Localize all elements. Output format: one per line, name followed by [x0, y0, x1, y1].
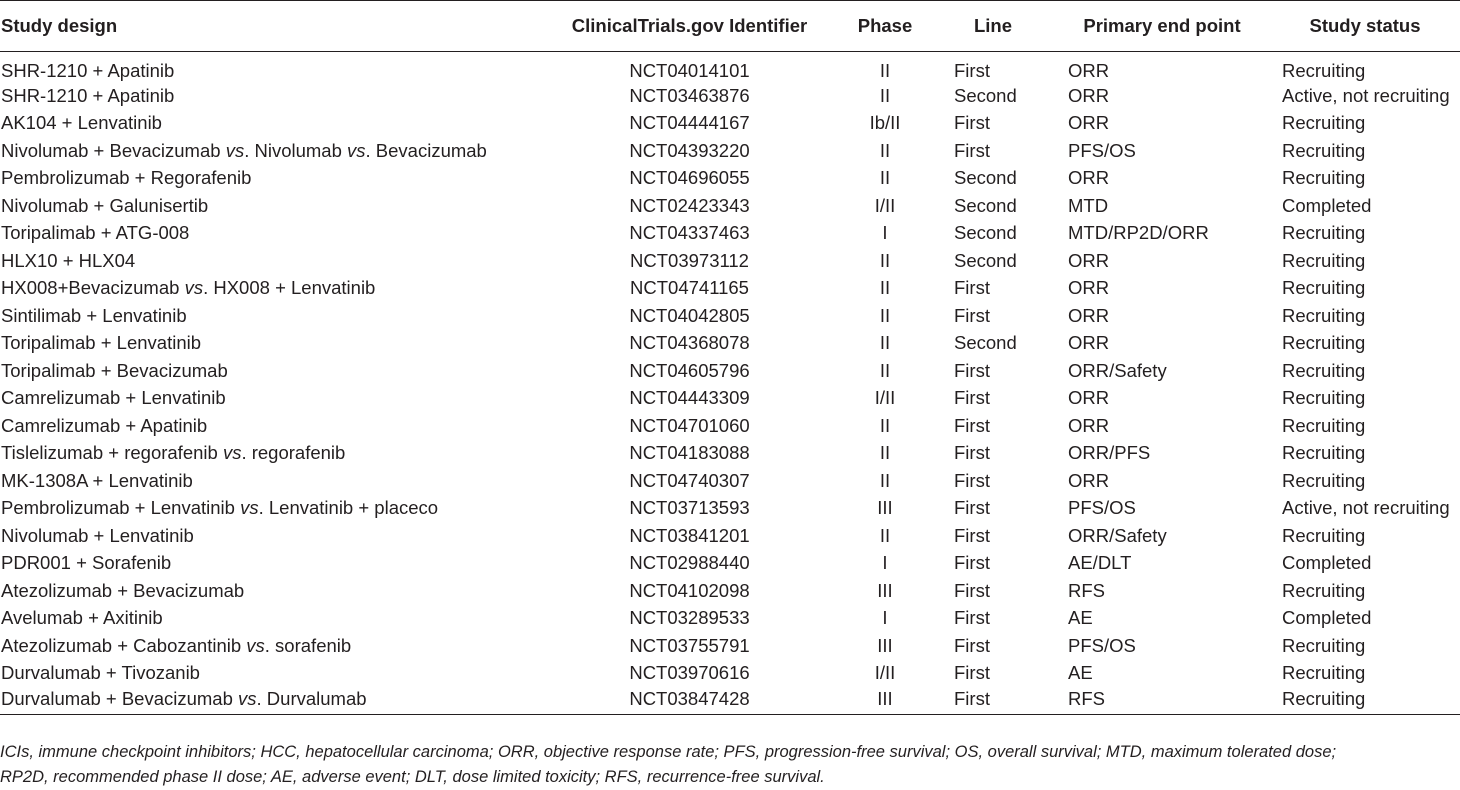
cell-line: First — [954, 469, 990, 491]
cell-primary-end-point: ORR — [1068, 332, 1110, 354]
header-row — [0, 1, 1460, 52]
header-phase: Phase — [838, 1, 932, 52]
cell-line: First — [954, 139, 990, 161]
cell-study-design: Toripalimab + ATG-008 — [1, 222, 190, 244]
cell-phase: II — [879, 249, 891, 271]
cell-study-status: Completed — [1282, 194, 1372, 216]
cell-identifier: NCT04740307 — [629, 469, 750, 491]
cell-phase: II — [879, 167, 891, 189]
table-footnote — [0, 740, 1460, 790]
cell-identifier: NCT04444167 — [629, 112, 750, 134]
cell-identifier: NCT03841201 — [629, 524, 750, 546]
cell-phase: III — [838, 687, 932, 715]
cell-line: Second — [954, 249, 1017, 271]
cell-line: Second — [954, 84, 1017, 106]
cell-identifier: NCT04701060 — [629, 414, 750, 436]
cell-line: First — [954, 387, 990, 409]
cell-line: First — [954, 524, 990, 546]
cell-study-status: Recruiting — [1282, 579, 1366, 601]
cell-study-status: Recruiting — [1282, 359, 1366, 381]
cell-study-design: AK104 + Lenvatinib — [1, 112, 162, 134]
cell-identifier: NCT04393220 — [629, 139, 750, 161]
table-row — [0, 137, 1460, 165]
cell-phase: II — [879, 60, 891, 81]
cell-phase: II — [879, 84, 891, 106]
cell-line: First — [954, 359, 990, 381]
cell-phase: III — [877, 579, 893, 601]
table-row — [0, 357, 1460, 385]
cell-primary-end-point: ORR — [1068, 469, 1110, 491]
cell-line: Second — [954, 194, 1017, 216]
cell-primary-end-point: ORR — [1068, 304, 1110, 326]
cell-study-design: Tislelizumab + regorafenib vs. regorafenib — [1, 442, 346, 464]
header-study-design: Study design — [0, 1, 541, 52]
cell-study-status: Recruiting — [1282, 222, 1366, 244]
cell-primary-end-point: ORR — [1068, 249, 1110, 271]
cell-study-status: Recruiting — [1282, 524, 1366, 546]
cell-study-design: Pembrolizumab + Lenvatinib vs. Lenvatinib + placeco — [1, 497, 439, 519]
cell-line: First — [954, 112, 990, 134]
cell-primary-end-point: ORR — [1068, 387, 1110, 409]
cell-study-status: Recruiting — [1282, 167, 1366, 189]
header-primary-end-point: Primary end point — [1054, 1, 1270, 52]
table-row — [0, 302, 1460, 330]
footnote-line-2: RP2D, recommended phase II dose; AE, adverse event; DLT, dose limited toxicity; RFS, recurrence-free survival. — [0, 768, 825, 786]
footnote-line-1: ICIs, immune checkpoint inhibitors; HCC, hepatocellular carcinoma; ORR, objective response rate; PFS, progression-free survival; OS, overall survival; MTD, maximum tolerated dose; — [0, 743, 1337, 761]
cell-phase: Ib/II — [869, 112, 901, 134]
cell-identifier: NCT03713593 — [629, 497, 750, 519]
cell-phase: II — [879, 304, 891, 326]
table-row — [0, 412, 1460, 440]
cell-identifier: NCT03973112 — [630, 249, 749, 271]
cell-study-status: Recruiting — [1282, 442, 1366, 464]
cell-phase: II — [879, 359, 891, 381]
cell-phase: I/II — [874, 387, 896, 409]
cell-identifier: NCT04042805 — [629, 304, 750, 326]
cell-phase: I — [882, 607, 888, 629]
cell-study-status: Recruiting — [1282, 387, 1366, 409]
cell-line: First — [954, 414, 990, 436]
cell-line: First — [932, 687, 1054, 715]
cell-primary-end-point: PFS/OS — [1068, 497, 1136, 519]
cell-line: First — [954, 60, 990, 81]
cell-primary-end-point: ORR/PFS — [1068, 442, 1151, 464]
cell-study-design: PDR001 + Sorafenib — [1, 552, 172, 574]
cell-study-design: HX008+Bevacizumab vs. HX008 + Lenvatinib — [1, 277, 376, 299]
cell-phase: III — [877, 634, 893, 656]
cell-study-status: Recruiting — [1282, 249, 1366, 271]
table-row — [0, 632, 1460, 660]
cell-primary-end-point: MTD/RP2D/ORR — [1068, 222, 1209, 244]
cell-study-design: Atezolizumab + Cabozantinib vs. sorafenib — [1, 634, 352, 656]
cell-study-design: Sintilimab + Lenvatinib — [1, 304, 187, 326]
cell-primary-end-point: AE — [1068, 607, 1093, 629]
cell-primary-end-point: ORR — [1068, 84, 1110, 106]
table-row — [0, 82, 1460, 110]
cell-study-status: Active, not recruiting — [1282, 497, 1450, 519]
cell-study-design: HLX10 + HLX04 — [1, 249, 136, 271]
cell-phase: II — [879, 139, 891, 161]
cell-line: First — [954, 579, 990, 601]
cell-phase: III — [877, 497, 893, 519]
cell-identifier: NCT02423343 — [629, 194, 750, 216]
cell-study-status: Completed — [1282, 607, 1372, 629]
cell-study-design: Atezolizumab + Bevacizumab — [1, 579, 245, 601]
cell-identifier: NCT02988440 — [629, 552, 750, 574]
cell-identifier: NCT04443309 — [629, 387, 750, 409]
cell-identifier: NCT04102098 — [629, 579, 750, 601]
table-row — [0, 52, 1460, 83]
cell-identifier: NCT03847428 — [541, 687, 838, 715]
cell-primary-end-point: ORR/Safety — [1068, 359, 1167, 381]
cell-study-design: Nivolumab + Galunisertib — [1, 194, 209, 216]
cell-primary-end-point: ORR — [1068, 414, 1110, 436]
cell-primary-end-point: ORR/Safety — [1068, 524, 1167, 546]
cell-study-status: Completed — [1282, 552, 1372, 574]
cell-study-status: Recruiting — [1282, 60, 1366, 81]
cell-identifier: NCT04337463 — [629, 222, 750, 244]
cell-primary-end-point: ORR — [1068, 112, 1110, 134]
cell-line: First — [954, 634, 990, 656]
cell-study-status: Recruiting — [1282, 139, 1366, 161]
cell-study-status: Recruiting — [1270, 687, 1460, 715]
cell-study-status: Recruiting — [1282, 304, 1366, 326]
cell-study-design: Toripalimab + Bevacizumab — [1, 359, 228, 381]
cell-phase: I — [882, 552, 888, 574]
cell-identifier: NCT04741165 — [630, 277, 749, 299]
cell-primary-end-point: ORR — [1068, 60, 1110, 81]
table-row — [0, 660, 1460, 688]
table-row — [0, 247, 1460, 275]
cell-primary-end-point: ORR — [1068, 277, 1110, 299]
cell-primary-end-point: PFS/OS — [1068, 634, 1136, 656]
table-row — [0, 440, 1460, 468]
cell-study-design: Durvalumab + Bevacizumab vs. Durvalumab — [0, 687, 541, 715]
cell-study-design: Camrelizumab + Apatinib — [1, 414, 208, 436]
cell-identifier: NCT04368078 — [629, 332, 750, 354]
cell-line: First — [954, 442, 990, 464]
cell-identifier: NCT04605796 — [629, 359, 750, 381]
cell-line: First — [954, 497, 990, 519]
cell-line: Second — [954, 222, 1017, 244]
cell-identifier: NCT04696055 — [629, 167, 750, 189]
table-row — [0, 605, 1460, 633]
cell-study-status: Active, not recruiting — [1282, 84, 1450, 106]
cell-line: First — [954, 277, 990, 299]
table-row — [0, 220, 1460, 248]
table-row — [0, 330, 1460, 358]
cell-study-design: Camrelizumab + Lenvatinib — [1, 387, 226, 409]
cell-identifier: NCT04183088 — [629, 442, 750, 464]
cell-study-design: Nivolumab + Bevacizumab vs. Nivolumab vs. Bevacizumab — [1, 139, 487, 161]
cell-study-status: Recruiting — [1282, 112, 1366, 134]
cell-identifier: NCT03970616 — [629, 662, 750, 684]
table-row — [0, 495, 1460, 523]
cell-phase: II — [879, 277, 891, 299]
table-row — [0, 467, 1460, 495]
cell-primary-end-point: AE/DLT — [1068, 552, 1132, 574]
table-row — [0, 165, 1460, 193]
cell-study-status: Recruiting — [1282, 662, 1366, 684]
table-body — [0, 52, 1460, 715]
table-row — [0, 550, 1460, 578]
cell-study-status: Recruiting — [1282, 414, 1366, 436]
cell-identifier: NCT04014101 — [629, 60, 750, 81]
cell-phase: II — [879, 414, 891, 436]
cell-study-design: SHR-1210 + Apatinib — [1, 84, 175, 106]
table-header — [0, 1, 1460, 52]
cell-phase: II — [879, 469, 891, 491]
table-row — [0, 687, 1460, 715]
cell-phase: I/II — [874, 662, 896, 684]
cell-phase: I/II — [874, 194, 896, 216]
cell-study-design: Pembrolizumab + Regorafenib — [1, 167, 252, 189]
cell-primary-end-point: RFS — [1054, 687, 1270, 715]
cell-study-design: Nivolumab + Lenvatinib — [1, 524, 194, 546]
cell-study-status: Recruiting — [1282, 332, 1366, 354]
cell-primary-end-point: MTD — [1068, 194, 1109, 216]
cell-phase: I — [882, 222, 888, 244]
cell-study-status: Recruiting — [1282, 469, 1366, 491]
cell-identifier: NCT03755791 — [629, 634, 750, 656]
cell-line: First — [954, 607, 990, 629]
cell-line: Second — [954, 332, 1017, 354]
cell-study-status: Recruiting — [1282, 634, 1366, 656]
cell-study-design: MK-1308A + Lenvatinib — [1, 469, 193, 491]
cell-study-design: Toripalimab + Lenvatinib — [1, 332, 202, 354]
cell-study-status: Recruiting — [1282, 277, 1366, 299]
table-row — [0, 192, 1460, 220]
cell-phase: II — [879, 332, 891, 354]
header-identifier: ClinicalTrials.gov Identifier — [541, 1, 838, 52]
cell-primary-end-point: RFS — [1068, 579, 1105, 601]
table-row — [0, 275, 1460, 303]
header-line: Line — [932, 1, 1054, 52]
cell-primary-end-point: AE — [1068, 662, 1093, 684]
cell-line: First — [954, 304, 990, 326]
cell-identifier: NCT03463876 — [629, 84, 750, 106]
cell-primary-end-point: PFS/OS — [1068, 139, 1136, 161]
table-row — [0, 577, 1460, 605]
cell-study-design: Durvalumab + Tivozanib — [1, 662, 200, 684]
cell-study-design: Avelumab + Axitinib — [1, 607, 163, 629]
header-study-status: Study status — [1270, 1, 1460, 52]
cell-line: Second — [954, 167, 1017, 189]
table-row — [0, 522, 1460, 550]
cell-study-design: SHR-1210 + Apatinib — [1, 60, 175, 81]
table-row — [0, 110, 1460, 138]
cell-identifier: NCT03289533 — [629, 607, 750, 629]
cell-primary-end-point: ORR — [1068, 167, 1110, 189]
cell-phase: II — [879, 524, 891, 546]
cell-line: First — [954, 552, 990, 574]
cell-phase: II — [879, 442, 891, 464]
table-row — [0, 385, 1460, 413]
cell-line: First — [954, 662, 990, 684]
